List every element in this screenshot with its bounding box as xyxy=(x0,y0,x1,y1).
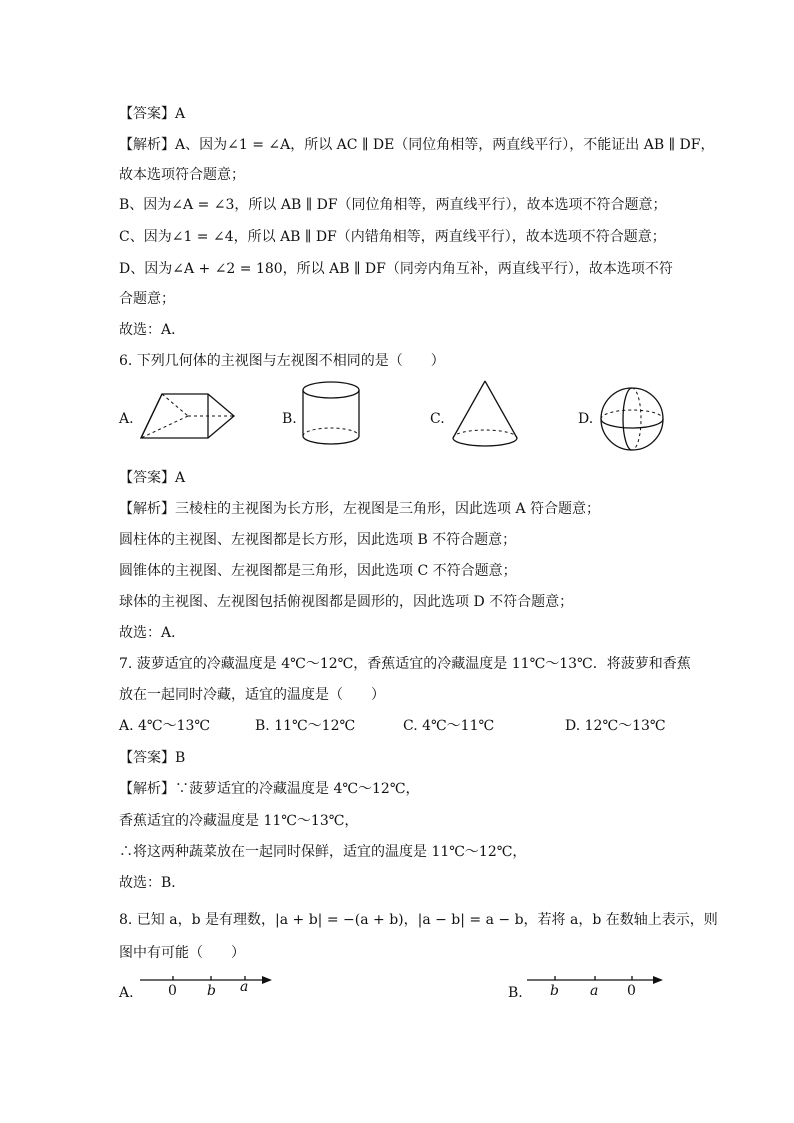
q7-option-c: C. 4℃～11℃ xyxy=(403,718,495,734)
question-7-line2: 放在一起同时冷藏，适宜的温度是（ ） xyxy=(119,687,385,703)
number-line-a-tick-0: 0 xyxy=(168,983,177,999)
q7-option-d: D. 12℃～13℃ xyxy=(565,718,666,734)
analysis-q5-line1: 【解析】A、因为∠1 = ∠A，所以 AC ∥ DE（同位角相等，两直线平行），不能证出 AB ∥ DF， xyxy=(119,137,715,153)
question-8-line1: 8. 已知 a，b 是有理数，|a + b| = −(a + b)，|a − b| = a − b，若将 a，b 在数轴上表示，则 xyxy=(119,912,718,928)
analysis-q6-line2: 圆柱体的主视图、左视图都是长方形，因此选项 B 不符合题意； xyxy=(119,532,517,548)
question-6: 6. 下列几何体的主视图与左视图不相同的是（ ） xyxy=(119,353,445,369)
number-line-b-tick-a: a xyxy=(590,983,599,999)
analysis-q5-line5: D、因为∠A + ∠2 = 180，所以 AB ∥ DF（同旁内角互补，两直线平行），故本选项不符 xyxy=(119,261,673,277)
conclusion-q7: 故选：B． xyxy=(119,875,186,891)
number-line-b-tick-b: b xyxy=(550,983,559,999)
analysis-q6-line4: 球体的主视图、左视图包括俯视图都是圆形的，因此选项 D 不符合题意； xyxy=(119,594,574,610)
answer-q7: 【答案】B xyxy=(119,750,186,766)
question-8-line2: 图中有可能（ ） xyxy=(119,945,245,961)
cone-figure xyxy=(450,378,520,448)
q8-option-a-label: A. xyxy=(119,985,134,1001)
analysis-q6-line1: 【解析】三棱柱的主视图为长方形，左视图是三角形，因此选项 A 符合题意； xyxy=(119,501,601,517)
analysis-q5-line3: B、因为∠A = ∠3，所以 AB ∥ DF（同位角相等，两直线平行），故本选项不符合题意； xyxy=(119,197,667,213)
answer-q5: 【答案】A xyxy=(119,106,186,122)
analysis-q5-line4: C、因为∠1 = ∠4，所以 AB ∥ DF（内错角相等，两直线平行），故本选项不符合题意； xyxy=(119,229,666,245)
analysis-q7-line3: ∴将这两种蔬菜放在一起同时保鲜，适宜的温度是 11℃～12℃， xyxy=(119,844,527,860)
arrow-icon xyxy=(653,976,663,984)
triangular-prism-figure xyxy=(138,388,238,443)
conclusion-q5: 故选：A． xyxy=(119,322,186,338)
analysis-q5-line6: 合题意； xyxy=(119,291,175,307)
question-7-line1: 7. 菠萝适宜的冷藏温度是 4℃～12℃，香蕉适宜的冷藏温度是 11℃～13℃．将菠萝和香蕉 xyxy=(119,656,691,672)
number-line-a-tick-b: b xyxy=(207,983,216,999)
q6-option-b-label: B. xyxy=(282,411,297,427)
number-line-b-tick-0: 0 xyxy=(627,983,636,999)
q7-option-b: B. 11℃～12℃ xyxy=(255,718,356,734)
q8-option-b-label: B. xyxy=(508,985,523,1001)
answer-q6: 【答案】A xyxy=(119,470,186,486)
cylinder-figure xyxy=(300,380,362,446)
q6-option-d-label: D. xyxy=(578,411,594,427)
analysis-q7-line2: 香蕉适宜的冷藏温度是 11℃～13℃， xyxy=(119,813,359,829)
q6-option-a-label: A. xyxy=(119,411,134,427)
sphere-figure xyxy=(598,385,666,453)
analysis-q5-line2: 故本选项符合题意； xyxy=(119,167,245,183)
arrow-icon xyxy=(262,976,272,984)
analysis-q7-line1: 【解析】∵菠萝适宜的冷藏温度是 4℃～12℃， xyxy=(119,781,420,797)
q7-option-a: A. 4℃～13℃ xyxy=(119,718,211,734)
analysis-q6-line3: 圆锥体的主视图、左视图都是三角形，因此选项 C 不符合题意； xyxy=(119,563,517,579)
q6-option-c-label: C. xyxy=(430,411,445,427)
number-line-a-tick-a: a xyxy=(240,979,249,995)
conclusion-q6: 故选：A． xyxy=(119,625,186,641)
